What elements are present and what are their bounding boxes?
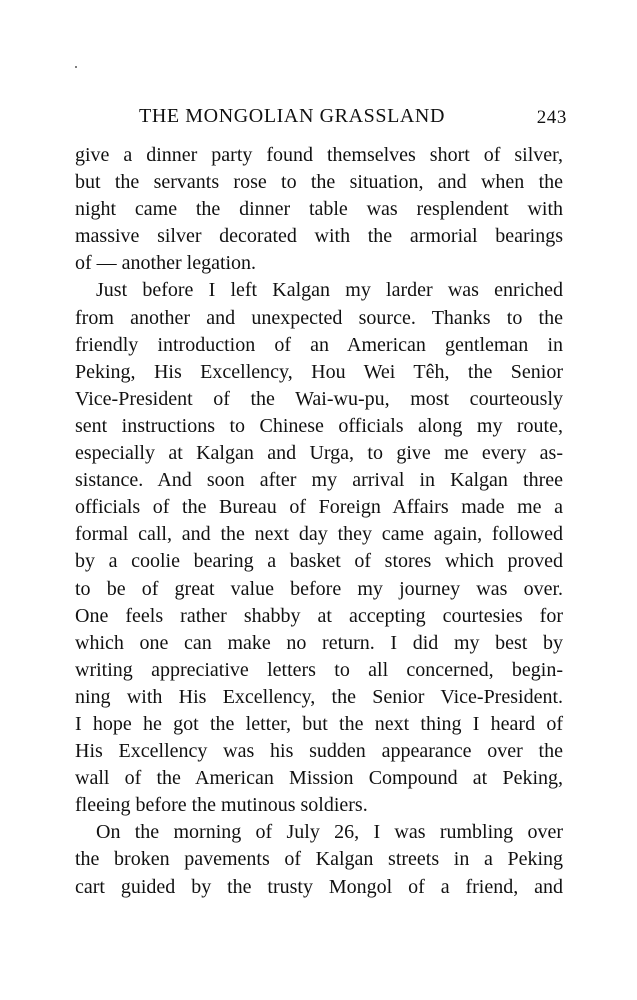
paper-speck bbox=[75, 66, 77, 68]
text-line: but the servants rose to the situation, and when the bbox=[75, 171, 563, 194]
page-number: 243 bbox=[536, 107, 567, 128]
text-line: ning with His Excellency, the Senior Vice-President. bbox=[75, 685, 563, 708]
text-line: the broken pavements of Kalgan streets in a Peking bbox=[75, 848, 563, 871]
body-text bbox=[75, 142, 563, 901]
text-line: writing appreciative letters to all concerned, begin- bbox=[75, 658, 563, 681]
text-line: His Excellency was his sudden appearance over the bbox=[75, 740, 563, 763]
text-line: fleeing before the mutinous soldiers. bbox=[75, 794, 368, 817]
text-line: from another and unexpected source. Thanks to the bbox=[75, 306, 563, 329]
text-line: I hope he got the letter, but the next thing I heard of bbox=[75, 712, 563, 735]
text-line: sent instructions to Chinese officials along my route, bbox=[75, 414, 563, 437]
text-line: Vice-President of the Wai-wu-pu, most courteously bbox=[75, 387, 563, 410]
text-line: to be of great value before my journey was over. bbox=[75, 577, 563, 600]
text-line: give a dinner party found themselves short of silver, bbox=[75, 144, 563, 166]
running-header bbox=[75, 101, 567, 131]
paragraph-continued bbox=[75, 142, 563, 277]
text-line: especially at Kalgan and Urga, to give me every as- bbox=[75, 442, 563, 465]
text-line: which one can make no return. I did my best by bbox=[75, 631, 563, 654]
text-line: On the morning of July 26, I was rumbling over bbox=[96, 821, 563, 844]
running-title: THE MONGOLIAN GRASSLAND bbox=[139, 105, 446, 127]
text-line: massive silver decorated with the armorial bearings bbox=[75, 225, 563, 248]
text-line: night came the dinner table was resplendent with bbox=[75, 198, 563, 221]
paragraph bbox=[75, 277, 563, 819]
text-line: of — another legation. bbox=[75, 252, 257, 275]
text-line: Just before I left Kalgan my larder was enriched bbox=[96, 279, 563, 302]
paragraph bbox=[75, 819, 563, 900]
text-line: Peking, His Excellency, Hou Wei Têh, the Senior bbox=[75, 360, 563, 383]
text-line: friendly introduction of an American gentleman in bbox=[75, 333, 563, 356]
text-line: cart guided by the trusty Mongol of a friend, and bbox=[75, 875, 563, 898]
text-line: formal call, and the next day they came again, followed bbox=[75, 523, 563, 546]
text-line: sistance. And soon after my arrival in Kalgan three bbox=[75, 469, 563, 492]
text-line: One feels rather shabby at accepting courtesies for bbox=[75, 604, 563, 627]
text-line: by a coolie bearing a basket of stores which proved bbox=[75, 550, 563, 573]
text-line: officials of the Bureau of Foreign Affairs made me a bbox=[75, 496, 563, 519]
text-line: wall of the American Mission Compound at Peking, bbox=[75, 767, 563, 790]
